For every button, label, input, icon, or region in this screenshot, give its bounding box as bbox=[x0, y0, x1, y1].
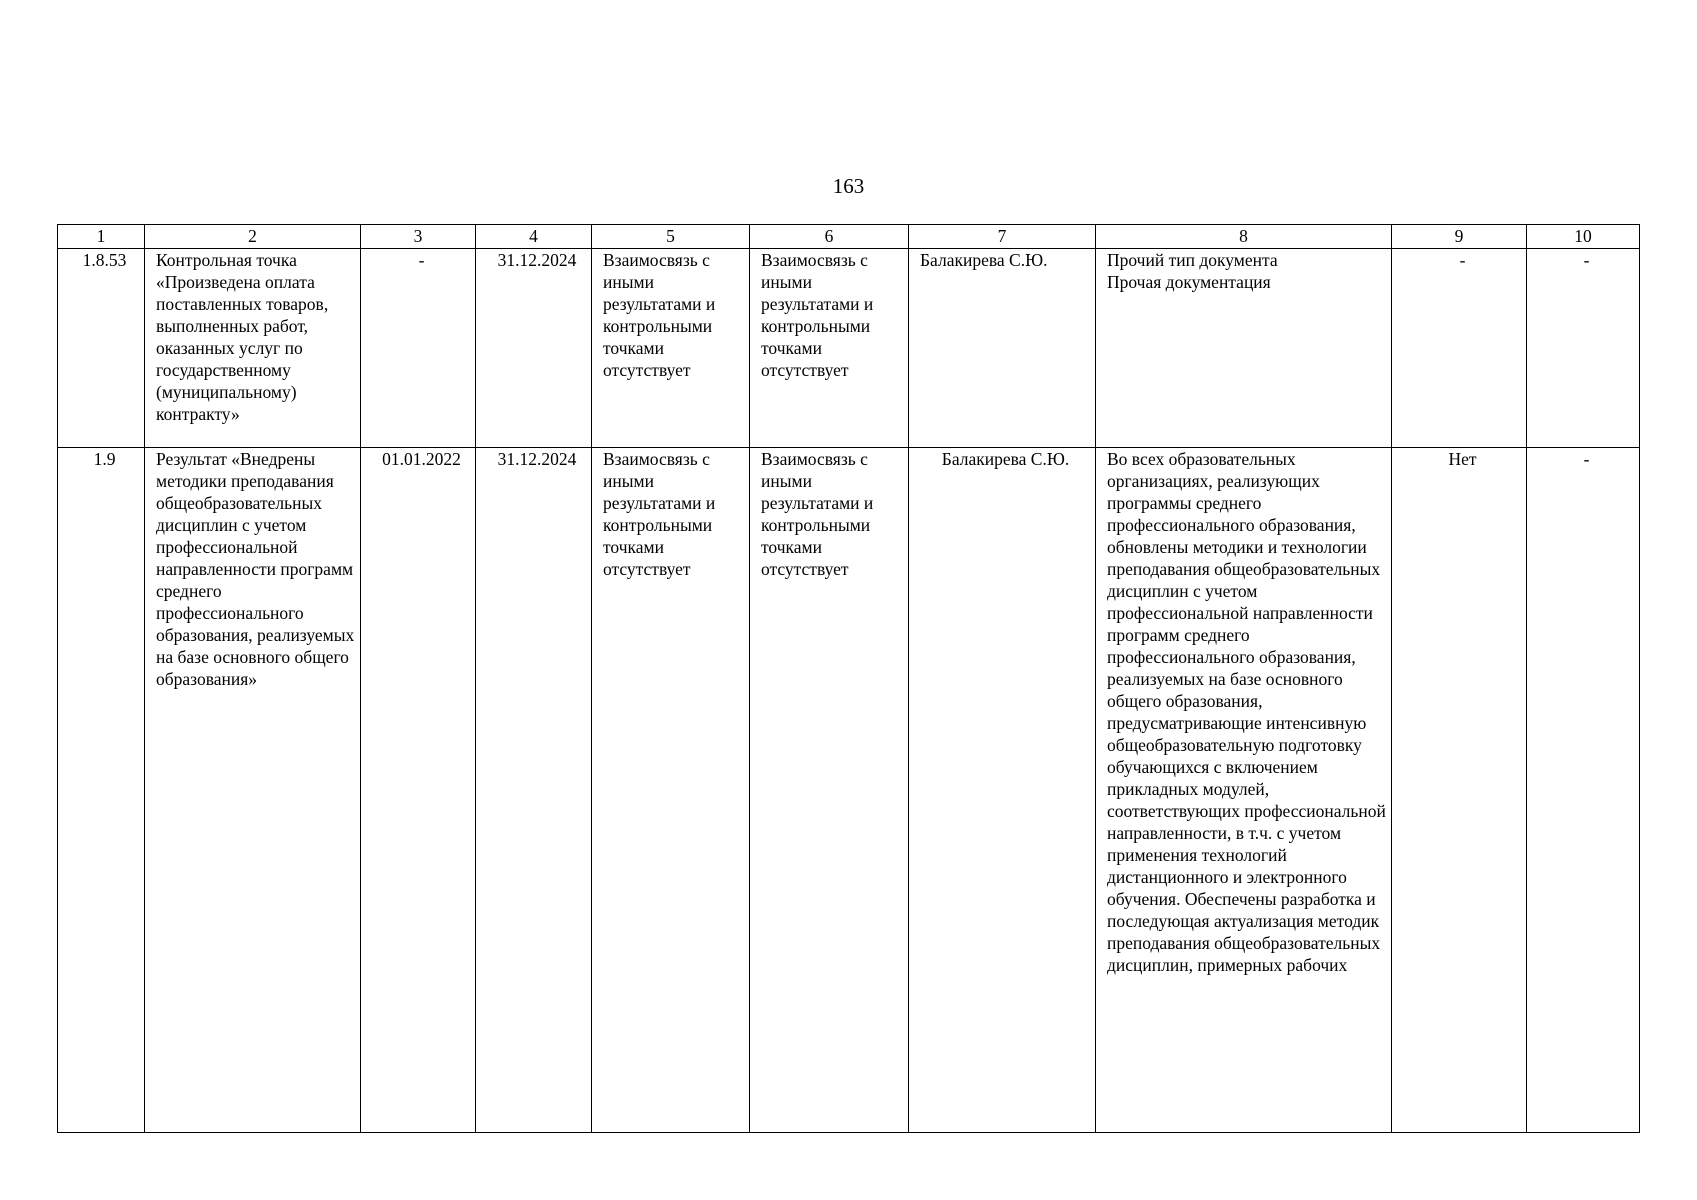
column-header-9: 9 bbox=[1392, 225, 1527, 249]
relation-cell-2: Взаимосвязь с иными результатами и контрольными точками отсутствует bbox=[750, 249, 909, 448]
table-header-row bbox=[58, 225, 1640, 249]
table-row bbox=[58, 249, 1640, 448]
start-date-cell: - bbox=[361, 249, 476, 448]
column-header-7: 7 bbox=[909, 225, 1096, 249]
table-row bbox=[58, 448, 1640, 1133]
column-header-10: 10 bbox=[1527, 225, 1640, 249]
row-number-cell: 1.9 bbox=[58, 448, 145, 1133]
relation-cell: Взаимосвязь с иными результатами и контрольными точками отсутствует bbox=[592, 448, 750, 1133]
column-10-cell: - bbox=[1527, 249, 1640, 448]
column-header-5: 5 bbox=[592, 225, 750, 249]
document-type: Прочий тип документа bbox=[1107, 250, 1278, 270]
data-table bbox=[57, 224, 1640, 1133]
end-date-cell: 31.12.2024 bbox=[476, 448, 592, 1133]
document-cell bbox=[1096, 249, 1392, 448]
document-name: Прочая документация bbox=[1107, 272, 1271, 292]
responsible-cell: Балакирева С.Ю. bbox=[909, 448, 1096, 1133]
relation-cell: Взаимосвязь с иными результатами и контрольными точками отсутствует bbox=[592, 249, 750, 448]
name-cell: Контрольная точка «Произведена оплата поставленных товаров, выполненных работ, оказанных услуг по государственному (муниципальному) контракту» bbox=[145, 249, 361, 448]
page-number: 163 bbox=[832, 174, 865, 198]
column-9-cell: Нет bbox=[1392, 448, 1527, 1133]
description-cell: Во всех образовательных организациях, реализующих программы среднего профессионального образования, обновлены методики и технологии преподавания общеобразовательных дисциплин с учетом профессиональной направленности программ среднего профессионального образования, реализуемых на базе основного общего образования, предусматривающие интенсивную общеобразовательную подготовку обучающихся с включением прикладных модулей, соответствующих профессиональной направленности, в т.ч. с учетом применения технологий дистанционного и электронного обучения. Обеспечены разработка и последующая актуализация методик преподавания общеобразовательных дисциплин, примерных рабочих bbox=[1096, 448, 1392, 1133]
relation-cell-2: Взаимосвязь с иными результатами и контрольными точками отсутствует bbox=[750, 448, 909, 1133]
row-number-cell: 1.8.53 bbox=[58, 249, 145, 448]
column-header-1: 1 bbox=[58, 225, 145, 249]
column-header-3: 3 bbox=[361, 225, 476, 249]
column-9-cell: - bbox=[1392, 249, 1527, 448]
column-header-4: 4 bbox=[476, 225, 592, 249]
name-cell: Результат «Внедрены методики преподавания общеобразовательных дисциплин с учетом профессиональной направленности программ среднего профессионального образования, реализуемых на базе основного общего образования» bbox=[145, 448, 361, 1133]
responsible-cell: Балакирева С.Ю. bbox=[909, 249, 1096, 448]
column-10-cell: - bbox=[1527, 448, 1640, 1133]
column-header-6: 6 bbox=[750, 225, 909, 249]
column-header-2: 2 bbox=[145, 225, 361, 249]
end-date-cell: 31.12.2024 bbox=[476, 249, 592, 448]
column-header-8: 8 bbox=[1096, 225, 1392, 249]
start-date-cell: 01.01.2022 bbox=[361, 448, 476, 1133]
